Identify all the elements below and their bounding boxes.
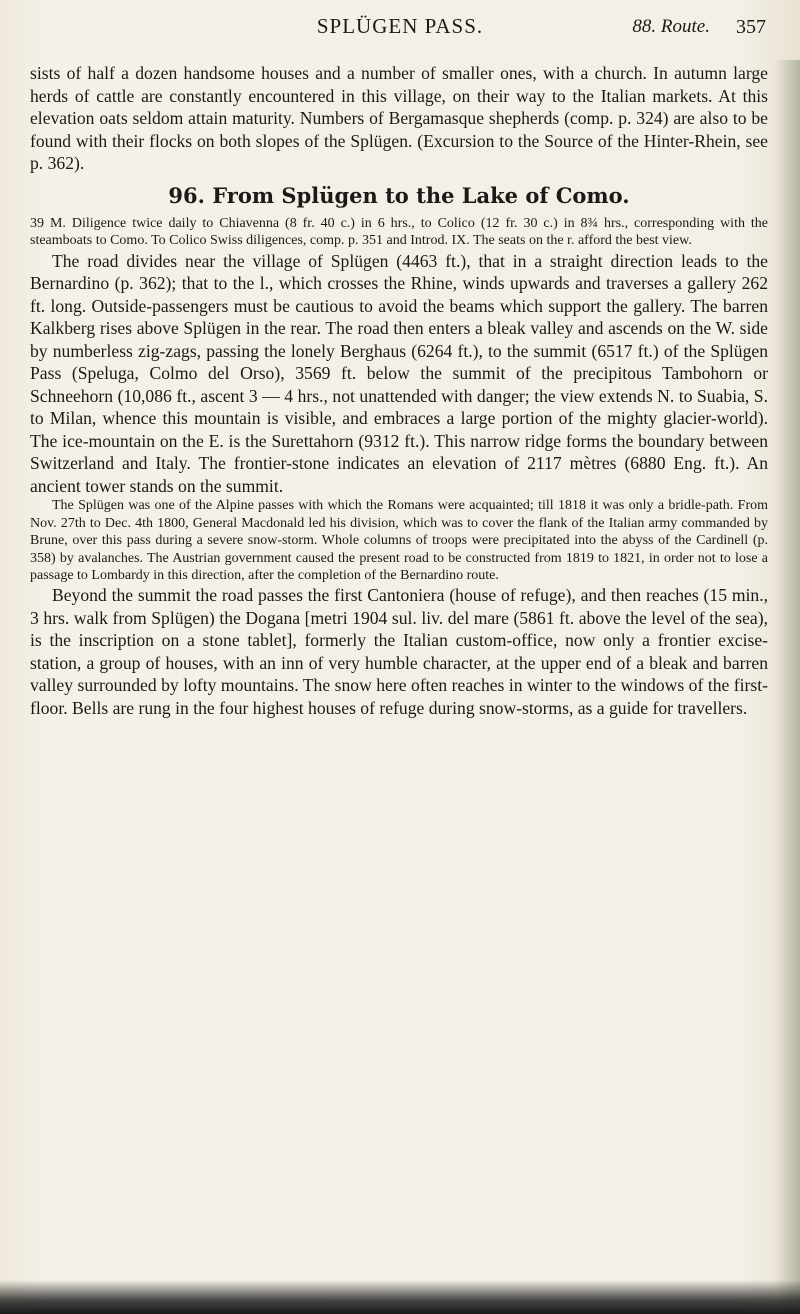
dogana-paragraph: Beyond the summit the road passes the first Cantoniera (house of refuge), and then reaches (15 min., 3 hrs. walk from Splügen) the Dogana [metri 1904 sul. liv. del mare (5861 ft. above the level of the sea), is the inscription on a stone tablet], formerly the Italian custom-office, now only a frontier excise-station, a group of houses, with an inn of very humble character, at the upper end of a bleak and barren valley surrounded by lofty mountains. The snow here often reaches in winter to the windows of the first-floor. Bells are rung in the four highest houses of refuge during snow-storms, as a guide for travellers. xyxy=(30,585,768,718)
scan-bottom-strip xyxy=(0,1280,800,1314)
page-header xyxy=(30,14,770,54)
history-note: The Splügen was one of the Alpine passes with which the Romans were acquainted; till 1818 it was only a bridle-path. From Nov. 27th to Dec. 4th 1800, General Macdonald led his division, which was to cover the flank of the Italian army commanded by Brune, over this pass during a severe snow-storm. Whole columns of troops were precipitated into the abyss of the Cardinell (p. 358) by avalanches. The Austrian government caused the present road to be constructed from 1819 to 1821, in order not to lose a passage to Lombardy in this direction, after the completion of the Bernardino route. xyxy=(30,498,768,583)
route-label: 88. Route. xyxy=(632,16,710,37)
running-title: SPLÜGEN PASS. xyxy=(316,14,484,38)
route-paragraph: The road divides near the village of Splügen (4463 ft.), that in a straight direction leads to the Bernardino (p. 362); that to the l., which crosses the Rhine, winds upwards and traverses a gallery 262 ft. long. Outside-passengers must be cautious to avoid the beams which support the gallery. The barren Kalkberg rises above Splügen in the rear. The road then enters a bleak valley and ascends on the W. side by numberless zig-zags, passing the lonely Berghaus (6264 ft.), to the summit (6517 ft.) of the Splügen Pass (Speluga, Colmo del Orso), 3569 ft. below the summit of the precipitous Tambohorn or Schneehorn (10,086 ft., ascent 3 — 4 hrs., not unattended with danger; the view extends N. to Suabia, S. to Milan, whence this mountain is visible, and embraces a large portion of the mighty glacier-world). The ice-mountain on the E. is the Surettahorn (9312 ft.). This narrow ridge forms the boundary between Switzerland and Italy. The frontier-stone indicates an elevation of 2117 mètres (6880 Eng. ft.). An ancient tower stands on the summit. xyxy=(30,250,768,496)
body-text xyxy=(30,62,768,719)
section-title: 96. From Splügen to the Lake of Como. xyxy=(168,182,630,208)
page-number: 357 xyxy=(736,16,766,38)
transport-note: 39 M. Diligence twice daily to Chiavenna (8 fr. 40 c.) in 6 hrs., to Colico (12 fr. 30 c.) in 8¾ hrs., corresponding with the steamboats to Como. To Colico Swiss diligences, comp. p. 351 and Introd. IX. The seats on the r. afford the best view. xyxy=(30,216,768,249)
intro-paragraph: sists of half a dozen handsome houses and a number of smaller ones, with a church. In autumn large herds of cattle are constantly encountered in this village, on their way to the Italian markets. At this elevation oats seldom attain maturity. Numbers of Bergamasque shepherds (comp. p. 324) are also to be found with their flocks on both slopes of the Splügen. (Excursion to the Source of the Hinter-Rhein, see p. 362). xyxy=(30,63,768,173)
page-edge-shadow xyxy=(774,60,800,1314)
